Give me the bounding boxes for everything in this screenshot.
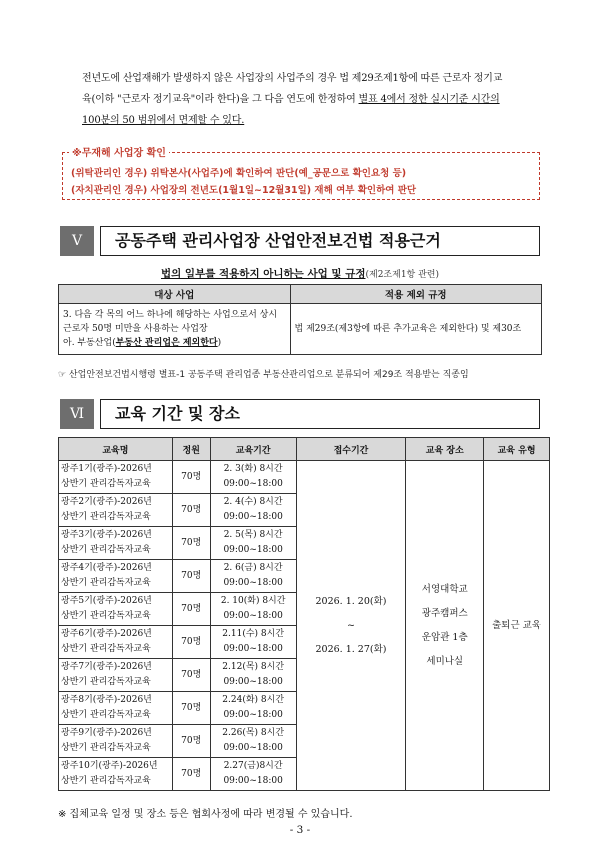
schedule-cell-type-text: 출퇴근 교육	[492, 619, 542, 631]
section-5-subtitle	[0, 266, 600, 281]
schedule-cell-name-text: 상반기 관리감독자교육	[61, 743, 151, 753]
schedule-cell-place-text: 광주캠퍼스	[421, 607, 468, 619]
schedule-cell-name-text: 광주8기(광주)-2026년	[61, 695, 152, 705]
schedule-cell-capacity	[172, 593, 210, 626]
schedule-cell-name-text: 상반기 관리감독자교육	[61, 578, 151, 588]
schedule-cell-name-text: 광주4기(광주)-2026년	[61, 563, 152, 573]
exemption-business-close: )	[217, 338, 222, 348]
schedule-cell-period-text: 09:00~18:00	[223, 743, 283, 753]
schedule-cell-period	[210, 593, 296, 626]
exemption-business-realestate: 아. 부동산업(	[63, 338, 116, 348]
schedule-cell-period	[210, 659, 296, 692]
schedule-cell-capacity-text: 70명	[181, 768, 202, 779]
schedule-cell-capacity-text: 70명	[181, 504, 202, 515]
schedule-cell-name-text: 광주1기(광주)-2026년	[61, 464, 152, 474]
schedule-cell-place-text: 서영대학교	[421, 583, 468, 595]
schedule-cell-period-text: 09:00~18:00	[223, 479, 283, 489]
schedule-cell-period	[210, 692, 296, 725]
section-6-title: 교육 기간 및 장소	[100, 399, 540, 429]
schedule-cell-period	[210, 626, 296, 659]
schedule-cell-capacity	[172, 692, 210, 725]
schedule-cell-name-text: 광주9기(광주)-2026년	[61, 728, 152, 738]
schedule-cell-period-text: 2.11(수) 8시간	[222, 629, 285, 639]
footer-note: ※ 집체교육 일정 및 장소 등은 협회사정에 따라 변경될 수 있습니다.	[58, 809, 353, 820]
schedule-cell-period-text: 2.24(화) 8시간	[222, 695, 285, 705]
no-accident-notice-box	[62, 148, 540, 200]
intro-line-1: 전년도에 산업재해가 발생하지 않은 사업장의 사업주의 경우 법 제29조제1항에 따른 근로자 정기교	[82, 73, 503, 84]
schedule-cell-capacity	[172, 758, 210, 791]
schedule-cell-period-text: 09:00~18:00	[223, 611, 283, 621]
schedule-cell-capacity-text: 70명	[181, 702, 202, 713]
schedule-cell-capacity	[172, 560, 210, 593]
schedule-header-place: 교육 장소	[406, 438, 484, 461]
schedule-cell-period-text: 2. 6(금) 8시간	[223, 563, 283, 573]
schedule-cell-period-text: 2.27(금)8시간	[223, 761, 283, 771]
schedule-cell-capacity	[172, 527, 210, 560]
schedule-header-type: 교육 유형	[484, 438, 550, 461]
schedule-cell-period-text: 09:00~18:00	[223, 644, 283, 654]
schedule-cell-period-text: 2.12(목) 8시간	[222, 662, 285, 672]
schedule-cell-name-text: 상반기 관리감독자교육	[61, 479, 151, 489]
schedule-row	[59, 461, 550, 494]
intro-line-2-underlined: 별표 4에서 정한 실시기준 시간의	[358, 94, 500, 105]
schedule-cell-period-text: 2. 3(화) 8시간	[223, 464, 283, 474]
schedule-cell-period	[210, 461, 296, 494]
schedule-cell-capacity-text: 70명	[181, 669, 202, 680]
schedule-cell-period	[210, 725, 296, 758]
schedule-header-reception: 접수기간	[296, 438, 406, 461]
schedule-cell-period-text: 09:00~18:00	[223, 776, 283, 786]
schedule-cell-name	[59, 626, 173, 659]
schedule-cell-name-text: 상반기 관리감독자교육	[61, 512, 151, 522]
schedule-header-name: 교육명	[59, 438, 173, 461]
schedule-cell-name-text: 광주2기(광주)-2026년	[61, 497, 152, 507]
page-number: - 3 -	[289, 824, 311, 836]
schedule-cell-reception	[296, 461, 406, 791]
schedule-cell-type	[484, 461, 550, 791]
intro-paragraph	[82, 68, 552, 131]
schedule-cell-place	[406, 461, 484, 791]
schedule-cell-period-text: 09:00~18:00	[223, 512, 283, 522]
schedule-cell-name-text: 광주6기(광주)-2026년	[61, 629, 152, 639]
schedule-cell-place-text: 세미나실	[426, 655, 464, 667]
schedule-cell-capacity-text: 70명	[181, 603, 202, 614]
schedule-cell-capacity-text: 70명	[181, 636, 202, 647]
schedule-cell-period	[210, 494, 296, 527]
schedule-cell-name-text: 상반기 관리감독자교육	[61, 611, 151, 621]
schedule-cell-period-text: 09:00~18:00	[223, 677, 283, 687]
schedule-cell-name	[59, 461, 173, 494]
exemption-business-bold: 부동산 관리업은 제외한다	[115, 338, 218, 348]
schedule-cell-period-text: 2. 5(목) 8시간	[223, 530, 283, 540]
schedule-header-period: 교육기간	[210, 438, 296, 461]
schedule-cell-name-text: 상반기 관리감독자교육	[61, 644, 151, 654]
schedule-cell-capacity	[172, 494, 210, 527]
schedule-cell-name	[59, 527, 173, 560]
schedule-cell-name-text: 광주5기(광주)-2026년	[61, 596, 152, 606]
exemption-table	[58, 284, 542, 355]
schedule-cell-period-text: 2. 4(수) 8시간	[223, 497, 283, 507]
schedule-cell-name-text: 상반기 관리감독자교육	[61, 677, 151, 687]
section-5-title: 공동주택 관리사업장 산업안전보건법 적용근거	[100, 226, 540, 256]
schedule-cell-name	[59, 494, 173, 527]
schedule-cell-capacity	[172, 461, 210, 494]
section-5-note: ☞ 산업안전보건법시행령 별표-1 공동주택 관리업종 부동산관리업으로 분류되어 제29조 적용받는 직종임	[58, 370, 469, 380]
schedule-cell-capacity	[172, 659, 210, 692]
schedule-cell-period-text: 09:00~18:00	[223, 578, 283, 588]
section-6-number: Ⅵ	[60, 399, 94, 429]
schedule-cell-period-text: 09:00~18:00	[223, 545, 283, 555]
schedule-cell-reception-text: ~	[347, 619, 355, 631]
schedule-cell-name	[59, 692, 173, 725]
section-6-header	[60, 399, 540, 429]
exemption-cell-business	[59, 304, 291, 355]
schedule-cell-period	[210, 560, 296, 593]
schedule-cell-name	[59, 659, 173, 692]
schedule-cell-name-text: 광주7기(광주)-2026년	[61, 662, 152, 672]
schedule-cell-place-text: 운암관 1층	[421, 631, 468, 643]
notice-line-self-managed: (자치관리인 경우) 사업장의 전년도(1월1일~12월31일) 재해 여부 확인하여 판단	[71, 185, 417, 196]
intro-line-2	[82, 89, 552, 110]
schedule-cell-name-text: 상반기 관리감독자교육	[61, 776, 151, 786]
schedule-header-capacity: 정원	[172, 438, 210, 461]
schedule-cell-capacity-text: 70명	[181, 570, 202, 581]
exemption-cell-rule: 법 제29조(제3항에 따른 추가교육은 제외한다) 및 제30조	[290, 304, 541, 355]
schedule-cell-name	[59, 560, 173, 593]
intro-line-3: 100분의 50 범위에서 면제할 수 있다.	[82, 115, 245, 126]
exemption-header-rule: 적용 제외 규정	[290, 285, 541, 304]
schedule-cell-period-text: 09:00~18:00	[223, 710, 283, 720]
schedule-cell-capacity	[172, 725, 210, 758]
schedule-cell-name	[59, 725, 173, 758]
schedule-cell-period	[210, 527, 296, 560]
schedule-cell-name-text: 광주10기(광주)-2026년	[61, 761, 158, 771]
schedule-cell-period	[210, 758, 296, 791]
schedule-cell-capacity-text: 70명	[181, 471, 202, 482]
schedule-cell-reception-text: 2026. 1. 27(화)	[315, 643, 387, 655]
schedule-cell-capacity-text: 70명	[181, 537, 202, 548]
exemption-business-text: 3. 다음 각 목의 어느 하나에 해당하는 사업으로서 상시 근로자 50명 미만을 사용하는 사업장	[63, 310, 278, 334]
schedule-cell-period-text: 2. 10(화) 8시간	[220, 596, 286, 606]
exemption-header-business: 대상 사업	[59, 285, 291, 304]
intro-line-2-text: 육(이하 "근로자 정기교육"이라 한다)을 그 다음 연도에 한정하여	[82, 94, 359, 105]
schedule-cell-name-text: 상반기 관리감독자교육	[61, 545, 151, 555]
schedule-cell-name-text: 상반기 관리감독자교육	[61, 710, 151, 720]
schedule-cell-reception-text: 2026. 1. 20(화)	[315, 595, 387, 607]
schedule-cell-capacity-text: 70명	[181, 735, 202, 746]
schedule-cell-period-text: 2.26(목) 8시간	[222, 728, 285, 738]
section-5-subtitle-ref: (제2조제1항 관련)	[365, 270, 439, 280]
section-5-subtitle-main: 법의 일부를 적용하지 아니하는 사업 및 규정	[160, 268, 366, 280]
schedule-table	[58, 437, 550, 791]
notice-title: ※무재해 사업장 확인	[69, 144, 169, 159]
notice-line-consignment: (위탁관리인 경우) 위탁본사(사업주)에 확인하여 판단(예_공문으로 확인요청 등)	[71, 168, 407, 179]
schedule-cell-capacity	[172, 626, 210, 659]
schedule-cell-name	[59, 758, 173, 791]
section-5-number: Ⅴ	[60, 226, 94, 256]
schedule-cell-name-text: 광주3기(광주)-2026년	[61, 530, 152, 540]
schedule-cell-name	[59, 593, 173, 626]
section-5-header	[60, 226, 540, 256]
